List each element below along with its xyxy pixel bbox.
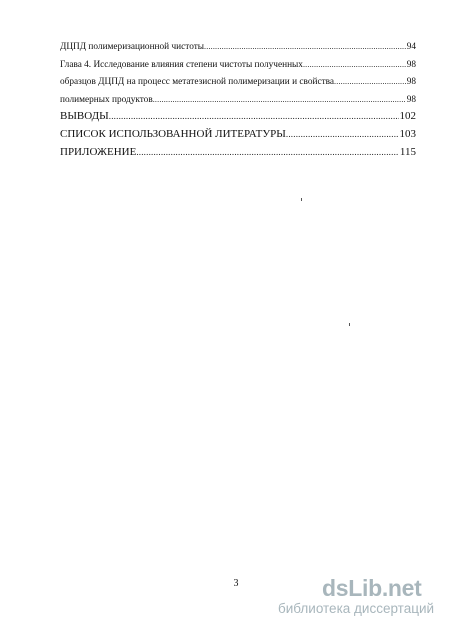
toc-entry xyxy=(60,146,416,159)
toc-entry-title: ПРИЛОЖЕНИЕ xyxy=(60,146,137,158)
watermark-tagline: библиотека диссертаций xyxy=(278,601,435,616)
toc-entry-page: 98 xyxy=(406,95,416,105)
toc-entry xyxy=(60,76,416,88)
toc-entry-page: 98 xyxy=(406,60,416,70)
toc-entry xyxy=(60,41,416,53)
toc-entry-title: ДЦПД полимеризационной чистоты xyxy=(60,42,205,52)
toc-leader-dots xyxy=(153,94,406,106)
watermark xyxy=(278,577,448,616)
toc-entry-title: полимерных продуктов xyxy=(60,95,153,105)
toc-entry-page: 94 xyxy=(406,42,416,52)
toc-entry-title: образцов ДЦПД на процесс метатезисной полимеризации и свойства xyxy=(60,77,335,87)
toc-entry-title: ВЫВОДЫ xyxy=(60,110,109,122)
toc-leader-dots xyxy=(136,146,399,159)
scan-speck xyxy=(301,198,302,201)
page-number: 3 xyxy=(233,578,239,589)
toc-entry-page: 103 xyxy=(399,128,416,140)
toc-entry xyxy=(60,128,416,141)
toc-entry xyxy=(60,59,416,71)
toc-entry-page: 98 xyxy=(406,77,416,87)
toc-entry xyxy=(60,110,416,123)
toc-entry-title: Глава 4. Исследование влияния степени чистоты полученных xyxy=(60,60,303,70)
toc-leader-dots xyxy=(204,41,406,53)
toc-entry-title: СПИСОК ИСПОЛЬЗОВАННОЙ ЛИТЕРАТУРЫ xyxy=(60,128,286,140)
toc-leader-dots xyxy=(303,59,406,71)
scan-speck xyxy=(349,323,350,326)
toc-entry xyxy=(60,94,416,106)
toc-entry-page: 115 xyxy=(399,146,416,158)
toc-leader-dots xyxy=(334,76,406,88)
toc-leader-dots xyxy=(286,128,399,141)
watermark-logo: dsLib.net xyxy=(322,575,422,601)
toc-leader-dots xyxy=(109,110,399,123)
toc-entry-page: 102 xyxy=(399,110,416,122)
